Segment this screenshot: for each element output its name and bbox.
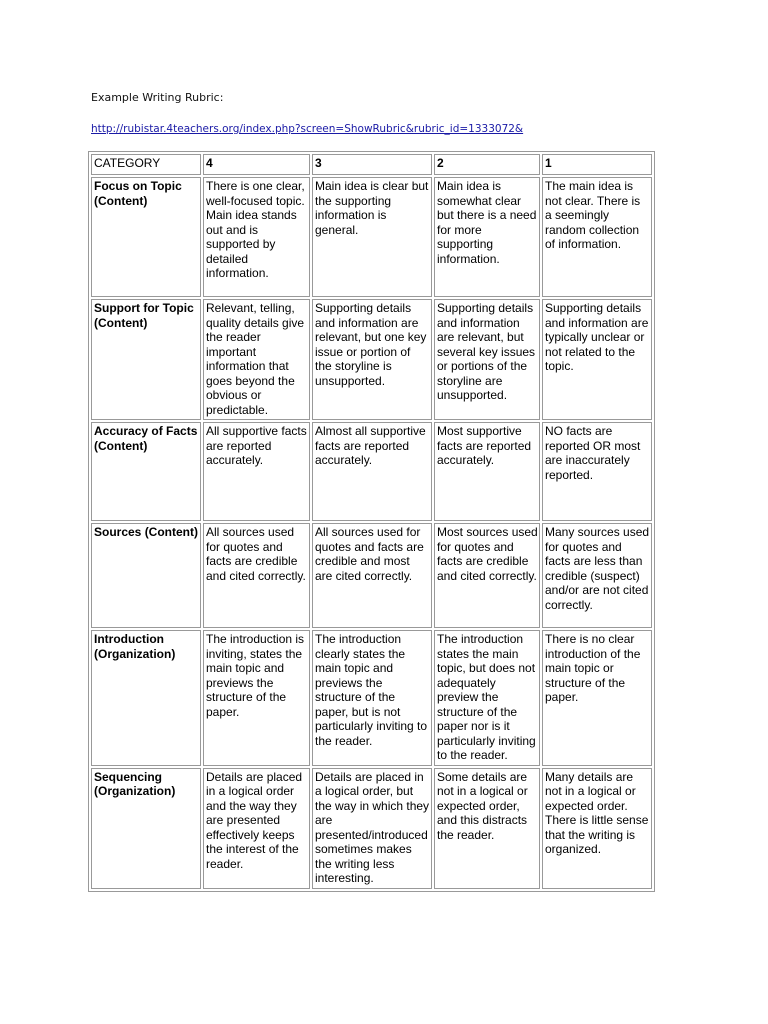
rubric-cell-level-4: All sources used for quotes and facts are credible and cited correctly. bbox=[203, 523, 310, 628]
rubric-cell-level-2: Most supportive facts are reported accurately. bbox=[434, 422, 540, 521]
row-category: Sources (Content) bbox=[91, 523, 201, 628]
rubric-cell-level-1: Many details are not in a logical or expected order. There is little sense that the writing is organized. bbox=[542, 768, 652, 889]
rubric-row-sources bbox=[91, 523, 652, 628]
rubric-cell-level-3: All sources used for quotes and facts are credible and most are cited correctly. bbox=[312, 523, 432, 628]
rubric-cell-level-4: Details are placed in a logical order and the way they are presented effectively keeps the interest of the reader. bbox=[203, 768, 310, 889]
rubric-cell-level-1: There is no clear introduction of the main topic or structure of the paper. bbox=[542, 630, 652, 766]
rubric-cell-level-1: The main idea is not clear. There is a seemingly random collection of information. bbox=[542, 177, 652, 297]
rubric-cell-level-4: Relevant, telling, quality details give the reader important information that goes beyond the obvious or predictable. bbox=[203, 299, 310, 420]
rubric-cell-level-2: Some details are not in a logical or expected order, and this distracts the reader. bbox=[434, 768, 540, 889]
rubric-header-row bbox=[91, 154, 652, 175]
rubric-row-sequencing bbox=[91, 768, 652, 889]
header-level-3: 3 bbox=[312, 154, 432, 175]
rubric-row-accuracy-of-facts bbox=[91, 422, 652, 521]
rubric-cell-level-2: The introduction states the main topic, but does not adequately preview the structure of the paper nor is it particularly inviting to the reader. bbox=[434, 630, 540, 766]
header-category: CATEGORY bbox=[91, 154, 201, 175]
header-level-1: 1 bbox=[542, 154, 652, 175]
rubric-cell-level-3: Almost all supportive facts are reported accurately. bbox=[312, 422, 432, 521]
rubric-cell-level-3: The introduction clearly states the main topic and previews the structure of the paper, but is not particularly inviting to the reader. bbox=[312, 630, 432, 766]
rubric-link[interactable]: http://rubistar.4teachers.org/index.php?screen=ShowRubric&rubric_id=1333072& bbox=[91, 123, 524, 135]
row-category: Sequencing (Organization) bbox=[91, 768, 201, 889]
rubric-cell-level-2: Supporting details and information are relevant, but several key issues or portions of the storyline are unsupported. bbox=[434, 299, 540, 420]
rubric-cell-level-3: Main idea is clear but the supporting information is general. bbox=[312, 177, 432, 297]
row-category: Accuracy of Facts (Content) bbox=[91, 422, 201, 521]
row-category: Support for Topic (Content) bbox=[91, 299, 201, 420]
header-level-2: 2 bbox=[434, 154, 540, 175]
rubric-cell-level-2: Main idea is somewhat clear but there is a need for more supporting information. bbox=[434, 177, 540, 297]
rubric-cell-level-3: Supporting details and information are relevant, but one key issue or portion of the storyline is unsupported. bbox=[312, 299, 432, 420]
rubric-cell-level-2: Most sources used for quotes and facts are credible and cited correctly. bbox=[434, 523, 540, 628]
rubric-row-support-for-topic bbox=[91, 299, 652, 420]
rubric-cell-level-4: All supportive facts are reported accurately. bbox=[203, 422, 310, 521]
rubric-row-introduction bbox=[91, 630, 652, 766]
document-heading: Example Writing Rubric: bbox=[91, 91, 224, 104]
rubric-cell-level-4: There is one clear, well-focused topic. Main idea stands out and is supported by detailed information. bbox=[203, 177, 310, 297]
row-category: Focus on Topic (Content) bbox=[91, 177, 201, 297]
rubric-row-focus-on-topic bbox=[91, 177, 652, 297]
header-level-4: 4 bbox=[203, 154, 310, 175]
rubric-cell-level-1: NO facts are reported OR most are inaccurately reported. bbox=[542, 422, 652, 521]
rubric-cell-level-1: Supporting details and information are typically unclear or not related to the topic. bbox=[542, 299, 652, 420]
rubric-table bbox=[88, 151, 655, 892]
rubric-cell-level-4: The introduction is inviting, states the main topic and previews the structure of the paper. bbox=[203, 630, 310, 766]
rubric-cell-level-3: Details are placed in a logical order, but the way in which they are presented/introduced sometimes makes the writing less interesting. bbox=[312, 768, 432, 889]
row-category: Introduction (Organization) bbox=[91, 630, 201, 766]
rubric-cell-level-1: Many sources used for quotes and facts are less than credible (suspect) and/or are not cited correctly. bbox=[542, 523, 652, 628]
